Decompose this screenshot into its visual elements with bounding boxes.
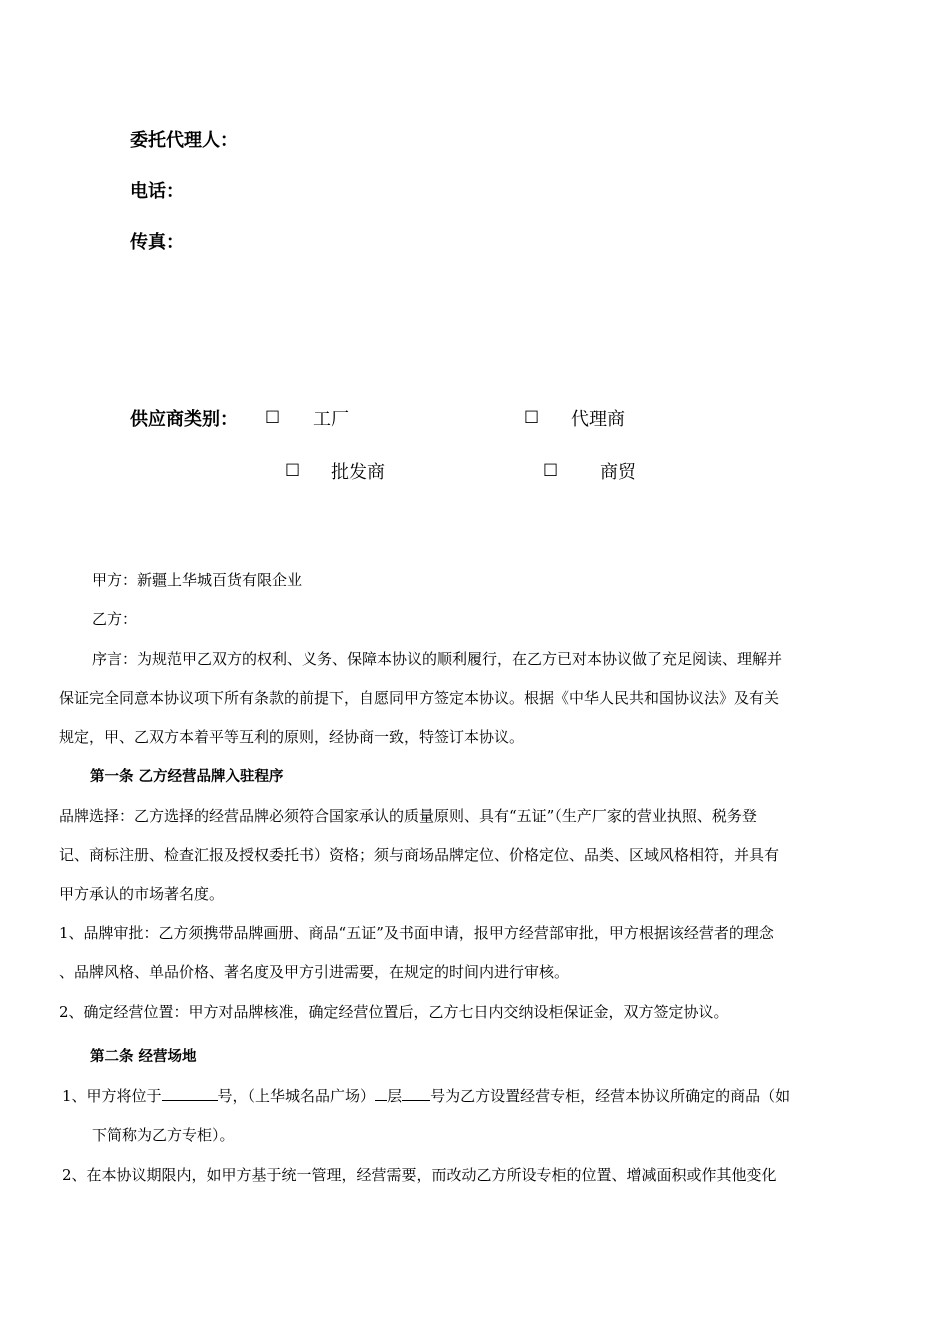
fax-label: 传真： — [130, 232, 184, 253]
article-2-item-1-part-3: 层 — [387, 1087, 403, 1105]
brand-selection-line-3: 甲方承认的市场著名度。 — [59, 885, 225, 903]
preface-line-1: 序言：为规范甲乙双方的权利、义务、保障本协议的顺利履行，在乙方已对本协议做了充足阅读、理解并 — [92, 650, 783, 668]
article-1-item-2: 2、确定经营位置：甲方对品牌核准，确定经营位置后，乙方七日内交纳设柜保证金，双方签定协议。 — [59, 1003, 729, 1021]
brand-selection-line-1: 品牌选择：乙方选择的经营品牌必须符合国家承认的质量原则、具有“五证”（生产厂家的营业执照、税务登 — [59, 807, 757, 825]
article-2-item-1-line-1 — [62, 1085, 790, 1106]
factory-option-label: 工厂 — [313, 409, 349, 430]
floor-blank[interactable] — [375, 1085, 387, 1101]
article-2-item-1-line-2: 下简称为乙方专柜）。 — [92, 1126, 235, 1144]
article-1-item-1-line-2: 、品牌风格、单品价格、著名度及甲方引进需要，在规定的时间内进行审核。 — [59, 963, 570, 981]
agent-checkbox[interactable]: □ — [524, 406, 540, 425]
factory-checkbox[interactable]: □ — [265, 406, 281, 425]
supplier-type-label: 供应商类别： — [130, 409, 238, 430]
wholesaler-checkbox[interactable]: □ — [285, 459, 301, 478]
article-2-item-1-part-1: 1、甲方将位于 — [62, 1087, 162, 1105]
brand-selection-line-2: 记、商标注册、检查汇报及授权委托书）资格；须与商场品牌定位、价格定位、品类、区域风格相符，并具有 — [59, 846, 780, 864]
unit-number-blank[interactable] — [402, 1085, 430, 1101]
party-b: 乙方： — [92, 610, 138, 628]
article-2-item-2: 2、在本协议期限内，如甲方基于统一管理，经营需要，而改动乙方所设专柜的位置、增减面积或作其他变化 — [62, 1166, 777, 1184]
article-2-item-1-part-2: 号，（上华城名品广场） — [217, 1087, 376, 1105]
article-2-item-1-part-4: 号为乙方设置经营专柜，经营本协议所确定的商品（如 — [430, 1087, 791, 1105]
trading-option-label: 商贸 — [600, 462, 636, 483]
party-a: 甲方：新疆上华城百货有限企业 — [92, 571, 303, 589]
preface-line-2: 保证完全同意本协议项下所有条款的前提下，自愿同甲方签定本协议。根据《中华人民共和国协议法》及有关 — [59, 689, 780, 707]
agent-label: 委托代理人： — [130, 130, 238, 151]
wholesaler-option-label: 批发商 — [331, 462, 385, 483]
article-2-title: 第二条 经营场地 — [90, 1048, 197, 1065]
preface-line-3: 规定，甲、乙双方本着平等互利的原则，经协商一致，特签订本协议。 — [59, 728, 525, 746]
location-blank[interactable] — [162, 1085, 218, 1101]
phone-label: 电话： — [130, 181, 184, 202]
agent-option-label: 代理商 — [571, 409, 625, 430]
article-1-item-1-line-1: 1、品牌审批：乙方须携带品牌画册、商品“五证”及书面申请，报甲方经营部审批，甲方根据该经营者的理念 — [59, 924, 774, 942]
trading-checkbox[interactable]: □ — [543, 459, 559, 478]
article-1-title: 第一条 乙方经营品牌入驻程序 — [90, 768, 284, 785]
